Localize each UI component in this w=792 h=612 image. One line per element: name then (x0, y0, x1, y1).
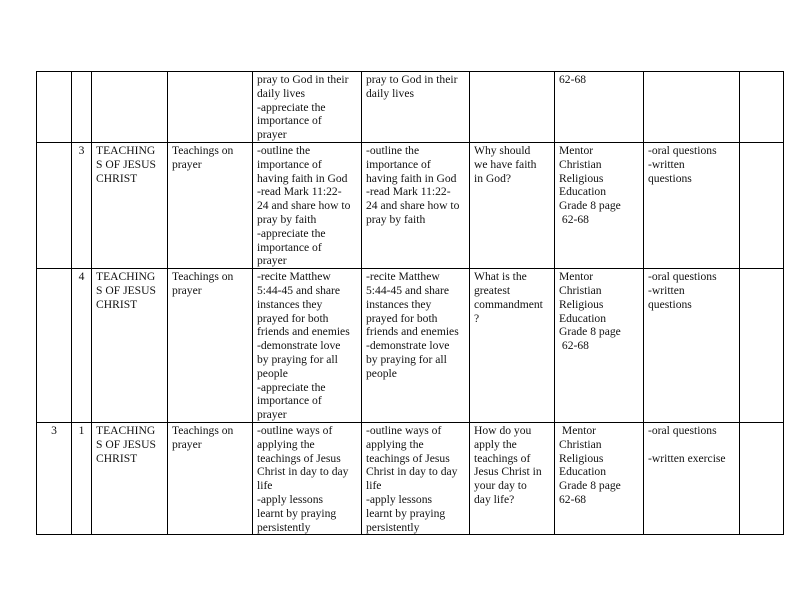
cell-line: prayer (172, 437, 202, 451)
cell-line: instances they (257, 297, 323, 311)
sub-strand-cell (168, 422, 253, 534)
strand-cell (92, 143, 168, 269)
table-row (37, 143, 784, 269)
cell-line: Teachings on (172, 270, 234, 284)
cell-line: prayer (257, 254, 287, 268)
reflection-cell (740, 143, 784, 269)
cell-line: 24 and share how to (257, 199, 351, 213)
cell-line: learnt by praying (257, 506, 337, 520)
cell-line: Mentor (559, 423, 597, 437)
cell-line: prayed for both (366, 311, 438, 325)
cell-line: 62-68 (559, 339, 589, 353)
sub-strand-cell (168, 269, 253, 423)
reflection-cell (740, 269, 784, 423)
resources-cell (555, 422, 644, 534)
learning-experiences-cell (362, 143, 470, 269)
cell-line: Mentor (559, 144, 594, 157)
cell-line: prayer (257, 408, 287, 422)
cell-line: prayer (172, 283, 202, 297)
cell-line: S OF JESUS (96, 283, 156, 297)
cell-line: Grade 8 page (559, 325, 621, 339)
cell-line: Christ in day to day (257, 465, 349, 479)
cell-line: importance of (257, 114, 322, 128)
cell-line: -outline ways of (257, 423, 333, 437)
week-cell (37, 269, 72, 423)
learning-experiences-cell (362, 422, 470, 534)
cell-line: questions (648, 297, 692, 311)
cell-line: prayer (257, 128, 287, 142)
reflection-cell (740, 422, 784, 534)
cell-line: Education (559, 185, 607, 199)
cell-line: -written (648, 283, 685, 297)
cell-line: persistently (257, 520, 311, 534)
cell-line: Christian (559, 157, 602, 171)
cell-line: -oral questions (648, 270, 717, 284)
sub-strand-cell (168, 72, 253, 143)
cell-line: -read Mark 11:22- (366, 185, 451, 199)
cell-line: importance of (257, 240, 322, 254)
cell-line: -apply lessons (257, 492, 324, 506)
lesson-cell: 1 (72, 422, 92, 534)
cell-line: instances they (366, 297, 432, 311)
table-row (37, 422, 784, 534)
inquiry-question-cell (470, 143, 555, 269)
assessment-cell (644, 269, 740, 423)
cell-line: CHRIST (96, 171, 138, 185)
cell-line: Why should (474, 144, 531, 157)
cell-line: -apply lessons (366, 492, 433, 506)
cell-line: daily lives (366, 86, 414, 100)
lesson-cell: 4 (72, 269, 92, 423)
cell-line: pray by faith (257, 212, 317, 226)
cell-line: we have faith (474, 157, 537, 171)
cell-line: ? (474, 311, 480, 325)
cell-line: S OF JESUS (96, 157, 156, 171)
cell-line: prayed for both (257, 311, 329, 325)
cell-line: applying the (257, 437, 315, 451)
cell-line: Religious (559, 297, 604, 311)
learning-outcomes-cell (253, 72, 362, 143)
cell-line: friends and enemies (366, 325, 459, 339)
resources-cell (555, 143, 644, 269)
learning-outcomes-cell (253, 422, 362, 534)
cell-line: Grade 8 page (559, 199, 621, 213)
assessment-cell (644, 422, 740, 534)
week-cell: 3 (37, 422, 72, 534)
learning-experiences-cell (362, 72, 470, 143)
cell-line: 24 and share how to (366, 199, 460, 213)
cell-line: -recite Matthew (257, 270, 331, 284)
cell-line: prayer (172, 157, 202, 171)
cell-line: Christian (559, 283, 602, 297)
cell-line: -written exercise (648, 451, 726, 465)
cell-line: greatest (474, 283, 511, 297)
cell-line: Mentor (559, 270, 594, 284)
cell-line: Christ in day to day (366, 465, 458, 479)
cell-line: having faith in God (257, 171, 348, 185)
cell-line: persistently (366, 520, 420, 534)
cell-line: 62-68 (559, 73, 587, 86)
cell-line: -read Mark 11:22- (257, 185, 342, 199)
cell-line: TEACHING (96, 144, 156, 157)
cell-line: 5:44-45 and share (257, 283, 341, 297)
resources-cell (555, 72, 644, 143)
cell-line: CHRIST (96, 451, 138, 465)
cell-line: TEACHING (96, 423, 156, 437)
cell-line: teachings of Jesus (257, 451, 341, 465)
learning-outcomes-cell (253, 269, 362, 423)
cell-line: pray to God in their (366, 73, 458, 86)
cell-line: people (366, 366, 397, 380)
cell-line: 5:44-45 and share (366, 283, 450, 297)
cell-line: -recite Matthew (366, 270, 440, 284)
cell-line: people (257, 366, 288, 380)
cell-line: Religious (559, 171, 604, 185)
cell-line: -demonstrate love (366, 339, 450, 353)
cell-line: How do you (474, 423, 532, 437)
cell-line: questions (648, 171, 692, 185)
cell-line: -appreciate the (257, 380, 326, 394)
cell-line: having faith in God (366, 171, 457, 185)
cell-line: -outline ways of (366, 423, 442, 437)
cell-line: applying the (366, 437, 424, 451)
cell-line: commandment (474, 297, 543, 311)
cell-line: -written (648, 157, 685, 171)
cell-line: Grade 8 page (559, 479, 621, 493)
table-row (37, 72, 784, 143)
cell-line: your day to (474, 479, 527, 493)
cell-line: by praying for all (257, 352, 338, 366)
strand-cell (92, 422, 168, 534)
cell-line: -appreciate the (257, 100, 326, 114)
cell-line: Teachings on (172, 423, 234, 437)
cell-line: -demonstrate love (257, 339, 341, 353)
cell-line: Education (559, 311, 607, 325)
learning-outcomes-cell (253, 143, 362, 269)
cell-line: Christian (559, 437, 602, 451)
lesson-cell: 3 (72, 143, 92, 269)
cell-line: -outline the (366, 144, 420, 157)
cell-line: pray to God in their (257, 73, 349, 86)
cell-line: pray by faith (366, 212, 426, 226)
assessment-cell (644, 72, 740, 143)
cell-line: -appreciate the (257, 226, 326, 240)
cell-line: S OF JESUS (96, 437, 156, 451)
table-row (37, 269, 784, 423)
inquiry-question-cell (470, 269, 555, 423)
inquiry-question-cell (470, 72, 555, 143)
inquiry-question-cell (470, 422, 555, 534)
strand-cell (92, 269, 168, 423)
cell-line: daily lives (257, 86, 305, 100)
cell-line: day life? (474, 492, 515, 506)
cell-line: learnt by praying (366, 506, 446, 520)
sub-strand-cell (168, 143, 253, 269)
strand-cell (92, 72, 168, 143)
cell-line: Religious (559, 451, 604, 465)
cell-line: importance of (257, 394, 322, 408)
reflection-cell (740, 72, 784, 143)
cell-line: Teachings on (172, 144, 234, 157)
cell-line: teachings of (474, 451, 531, 465)
learning-experiences-cell (362, 269, 470, 423)
cell-line: by praying for all (366, 352, 447, 366)
cell-line: -oral questions (648, 423, 717, 437)
cell-line: CHRIST (96, 297, 138, 311)
cell-line: life (366, 479, 382, 493)
cell-line: 62-68 (559, 492, 587, 506)
cell-line: Education (559, 465, 607, 479)
cell-line: importance of (257, 157, 322, 171)
cell-line: life (257, 479, 273, 493)
cell-line: Jesus Christ in (474, 465, 542, 479)
cell-line: -oral questions (648, 144, 717, 157)
cell-line: friends and enemies (257, 325, 350, 339)
cell-line: importance of (366, 157, 431, 171)
cell-line (648, 438, 735, 452)
cell-line: What is the (474, 270, 527, 284)
week-cell (37, 72, 72, 143)
cell-line: teachings of Jesus (366, 451, 450, 465)
cell-line: 62-68 (559, 212, 589, 226)
cell-line: TEACHING (96, 270, 156, 284)
assessment-cell (644, 143, 740, 269)
lesson-cell (72, 72, 92, 143)
scheme-of-work-table (36, 71, 784, 535)
cell-line: apply the (474, 437, 517, 451)
week-cell (37, 143, 72, 269)
cell-line: -outline the (257, 144, 311, 157)
cell-line: in God? (474, 171, 512, 185)
resources-cell (555, 269, 644, 423)
